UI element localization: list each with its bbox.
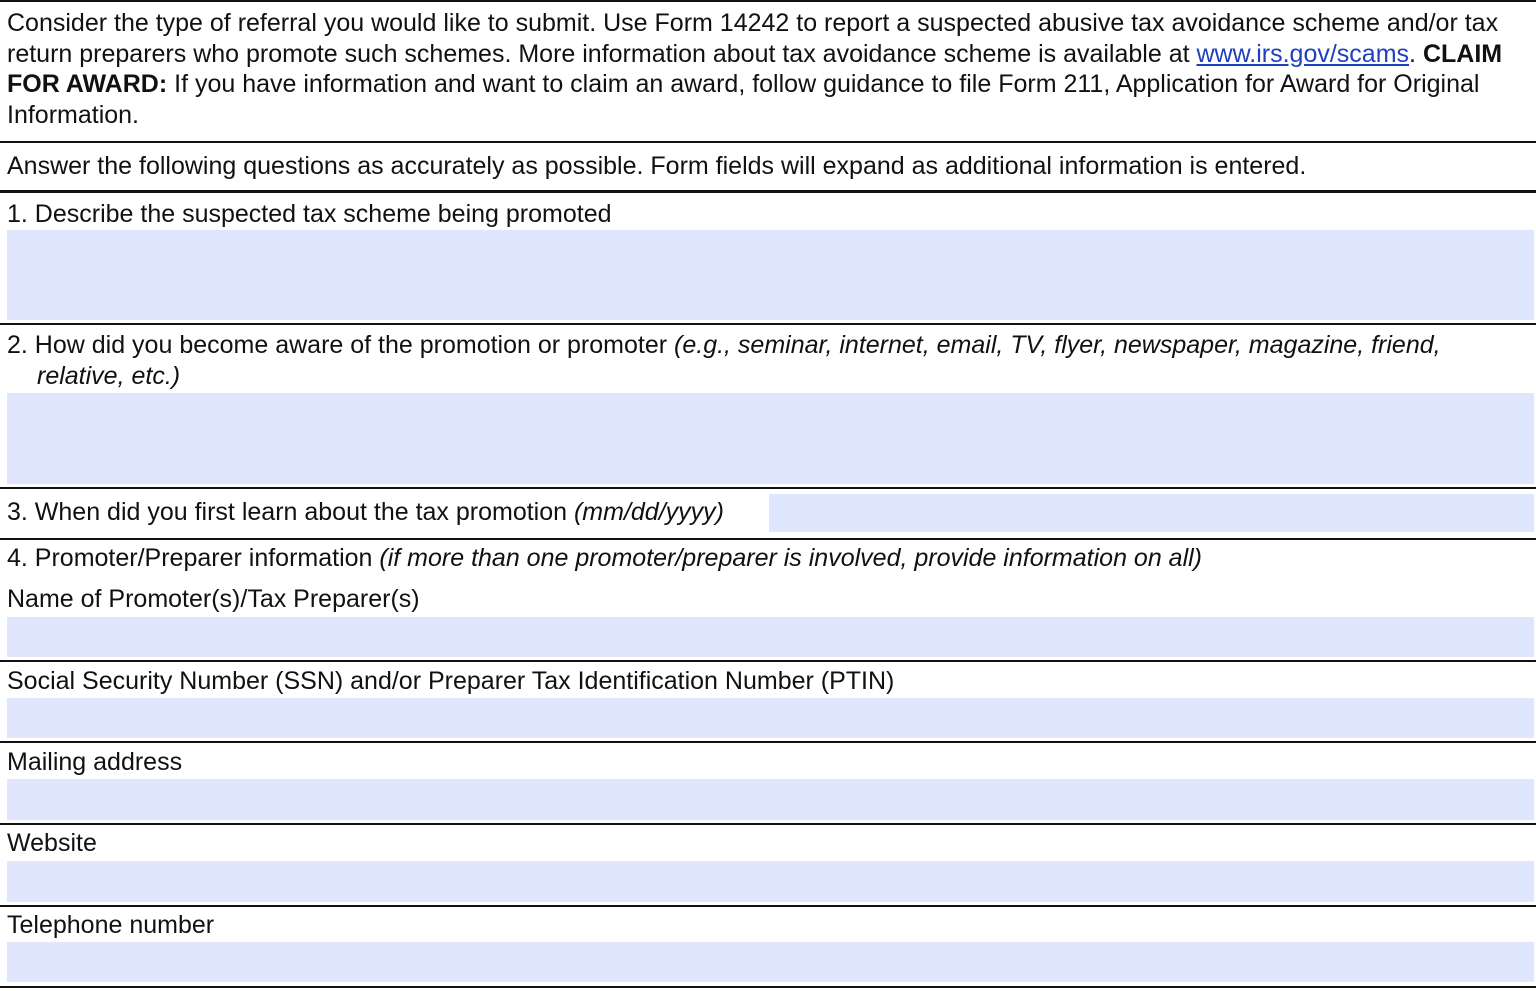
awareness-field[interactable]	[7, 393, 1534, 484]
field-divider	[0, 487, 1536, 489]
top-rule	[0, 0, 1536, 2]
intro-text: Consider the type of referral you would like to submit. Use Form 14242 to report a suspected abusive tax avoidance scheme and/or tax return preparers who promote such schemes. More information about tax avoidance scheme is available at	[7, 9, 1499, 68]
date-learned-field[interactable]	[769, 494, 1534, 532]
field-divider	[0, 823, 1536, 825]
section-divider	[0, 141, 1536, 143]
ssn-ptin-label: Social Security Number (SSN) and/or Preparer Tax Identification Number (PTIN)	[7, 667, 895, 695]
mailing-address-label: Mailing address	[7, 748, 183, 776]
telephone-label: Telephone number	[7, 911, 215, 939]
question-2-label	[7, 330, 1529, 391]
website-label: Website	[7, 829, 97, 857]
claim-for-award-text: If you have information and want to claim an award, follow guidance to file Form 211, Application for Award for Original Information.	[7, 70, 1480, 129]
mailing-address-field[interactable]	[7, 779, 1534, 820]
claim-for-award-heading: CLAIM FOR AWARD:	[7, 39, 1503, 98]
question-4-text: 4. Promoter/Preparer information	[7, 544, 380, 572]
promoter-name-label: Name of Promoter(s)/Tax Preparer(s)	[7, 585, 420, 613]
question-4-label	[7, 543, 1202, 574]
field-divider	[0, 905, 1536, 907]
irs-scams-link[interactable]: www.irs.gov/scams	[1196, 39, 1410, 68]
question-4-hint: (if more than one promoter/preparer is involved, provide information on all)	[379, 544, 1203, 572]
question-2-text: 2. How did you become aware of the promotion or promoter	[7, 331, 675, 359]
field-divider	[0, 741, 1536, 743]
ssn-ptin-field[interactable]	[7, 698, 1534, 738]
question-3-text: 3. When did you first learn about the tax promotion	[7, 498, 574, 526]
scheme-description-field[interactable]	[7, 230, 1534, 320]
section-divider-thick	[0, 190, 1536, 193]
website-field[interactable]	[7, 861, 1534, 902]
field-divider	[0, 323, 1536, 325]
question-1-label: 1. Describe the suspected tax scheme being promoted	[7, 200, 612, 228]
telephone-field[interactable]	[7, 942, 1534, 982]
intro-text-after-link: .	[1409, 39, 1423, 68]
bottom-rule	[0, 986, 1536, 988]
question-3-label	[7, 497, 724, 528]
field-divider	[0, 538, 1536, 540]
question-2-hint: (e.g., seminar, internet, email, TV, flyer, newspaper, magazine, friend, relative, etc.)	[37, 331, 1441, 390]
field-divider	[0, 660, 1536, 662]
instructions-text: Answer the following questions as accurately as possible. Form fields will expand as additional information is entered.	[7, 152, 1307, 180]
promoter-name-field[interactable]	[7, 617, 1534, 657]
question-3-hint: (mm/dd/yyyy)	[573, 498, 724, 526]
intro-paragraph	[7, 8, 1529, 130]
